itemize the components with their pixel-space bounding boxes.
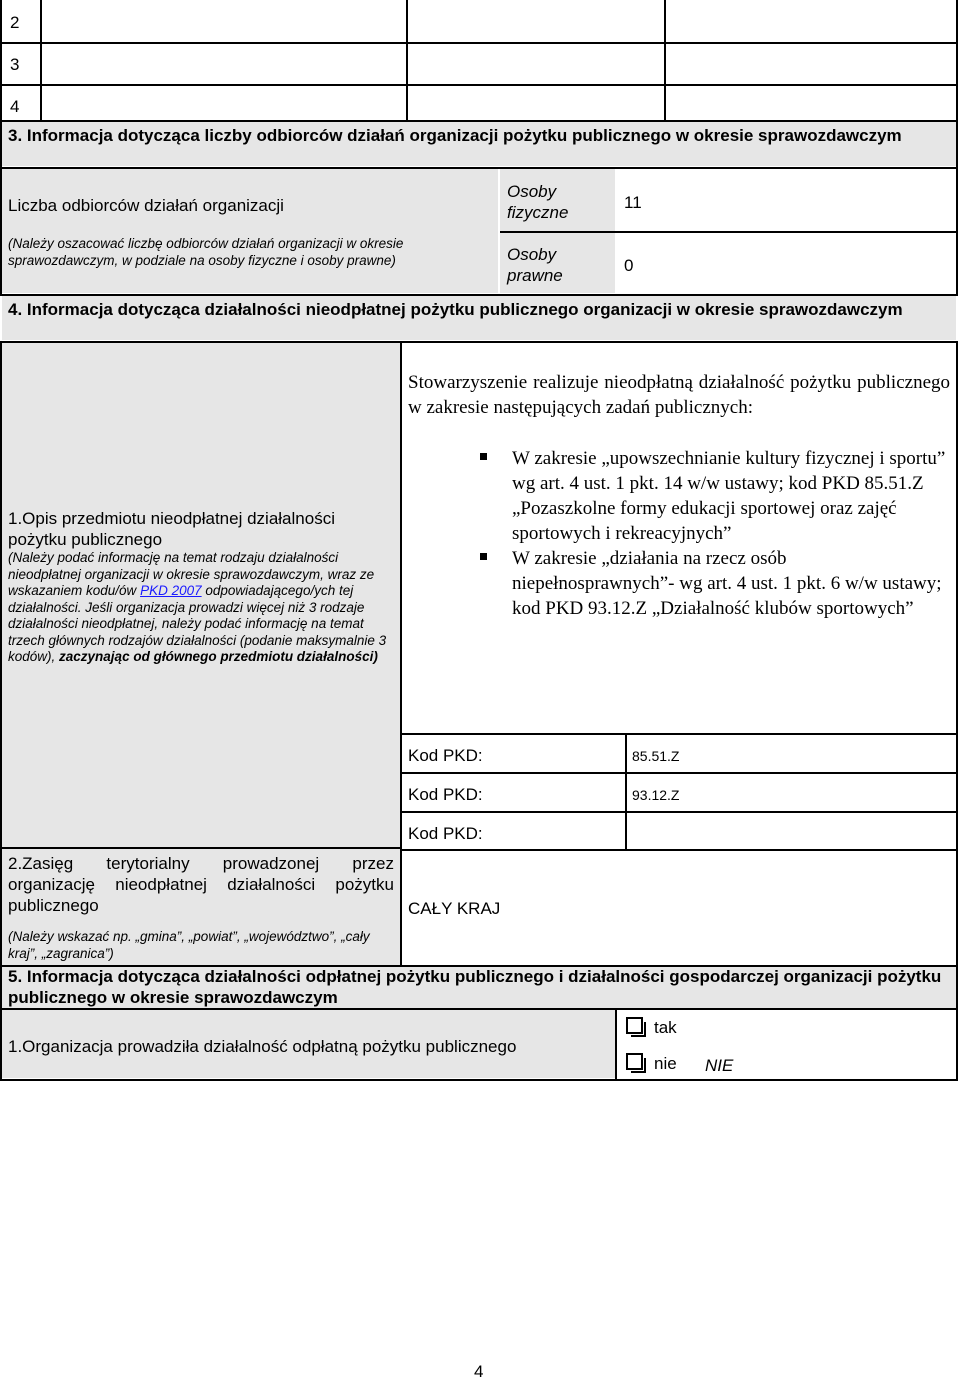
osoby-prawne-label: Osoby prawne	[507, 245, 563, 285]
tak-checkbox[interactable]	[626, 1017, 643, 1034]
kod-pkd-label-3: Kod PKD:	[408, 824, 483, 843]
kod-pkd-label-1: Kod PKD:	[408, 746, 483, 765]
list-item: W zakresie „działania na rzecz osób niepełnosprawnych”- wg art. 4 ust. 1 pkt. 6 w/w ustawy; kod PKD 93.12.Z „Działalność klubów sportowych”	[472, 546, 952, 621]
opis-przedmiotu-label: 1.Opis przedmiotu nieodpłatnej działalności pożytku publicznego	[8, 509, 335, 549]
list-item: W zakresie „upowszechnianie kultury fizycznej i sportu” wg art. 4 ust. 1 pkt. 14 w/w ustawy; kod PKD 85.51.Z „Pozaszkolne formy edukacji sportowej oraz zajęć sportowych i rekreacyjnych”	[472, 446, 952, 546]
nie-checkbox[interactable]	[626, 1053, 643, 1070]
nie-label: nie	[654, 1054, 677, 1073]
tak-label: tak	[654, 1018, 677, 1037]
page-number: 4	[474, 1362, 484, 1380]
odplatna-question: 1.Organizacja prowadziła działalność odpłatną pożytku publicznego	[8, 1037, 517, 1056]
odbiorcy-note: (Należy oszacować liczbę odbiorców działań organizacji w okresie sprawozdawczym, w podziale na osoby fizyczne i osoby prawne)	[8, 236, 404, 268]
osoby-fizyczne-value: 11	[624, 193, 642, 212]
section-5-title: 5. Informacja dotycząca działalności odpłatnej pożytku publicznego i działalności gospodarczej organizacji pożytku publicznego w okresie sprawozdawczym	[8, 967, 942, 1007]
osoby-fizyczne-label: Osoby fizyczne	[507, 182, 569, 222]
kod-pkd-value-2: 93.12.Z	[632, 787, 680, 803]
zadania-list	[472, 446, 952, 621]
odplatna-answer: NIE	[705, 1056, 734, 1075]
odbiorcy-label: Liczba odbiorców działań organizacji	[8, 196, 284, 215]
osoby-prawne-value: 0	[624, 256, 634, 275]
kod-pkd-label-2: Kod PKD:	[408, 785, 483, 804]
top-rows-table	[0, 0, 960, 120]
row-number-3: 3	[10, 55, 20, 74]
row-number-2: 2	[10, 13, 20, 32]
section-3-title: 3. Informacja dotycząca liczby odbiorców działań organizacji pożytku publicznego w okresie sprawozdawczym	[8, 126, 902, 145]
opis-przedmiotu-note: (Należy podać informację na temat rodzaju działalności nieodpłatnej organizacji w okresie sprawozdawczym, wraz ze wskazaniem kodu/ów PKD 2007 odpowiadającego/ych tej działalności. Jeśli organizacja prowadzi więcej niż 3 rodzaje działalności nieodpłatnej, należy podać informację na temat trzech głównych rodzajów działalności (podanie maksymalnie 3 kodów), zaczynając od głównego przedmiotu działalności)	[8, 550, 387, 664]
pkd-2007-link[interactable]: PKD 2007	[140, 583, 202, 598]
zasieg-value: CAŁY KRAJ	[408, 899, 501, 918]
zasieg-note: (Należy wskazać np. „gmina”, „powiat”, „województwo”, „cały kraj”, „zagranica”)	[8, 929, 370, 961]
opis-intro: Stowarzyszenie realizuje nieodpłatną działalność pożytku publicznego w zakresie następujących zadań publicznych:	[408, 372, 950, 418]
kod-pkd-value-1: 85.51.Z	[632, 748, 680, 764]
section-4-title: 4. Informacja dotycząca działalności nieodpłatnej pożytku publicznego organizacji w okresie sprawozdawczym	[8, 300, 903, 319]
row-number-4: 4	[10, 97, 20, 116]
zasieg-label: 2.Zasięg terytorialny prowadzonej przez organizację nieodpłatnej działalności pożytku publicznego	[8, 854, 394, 915]
